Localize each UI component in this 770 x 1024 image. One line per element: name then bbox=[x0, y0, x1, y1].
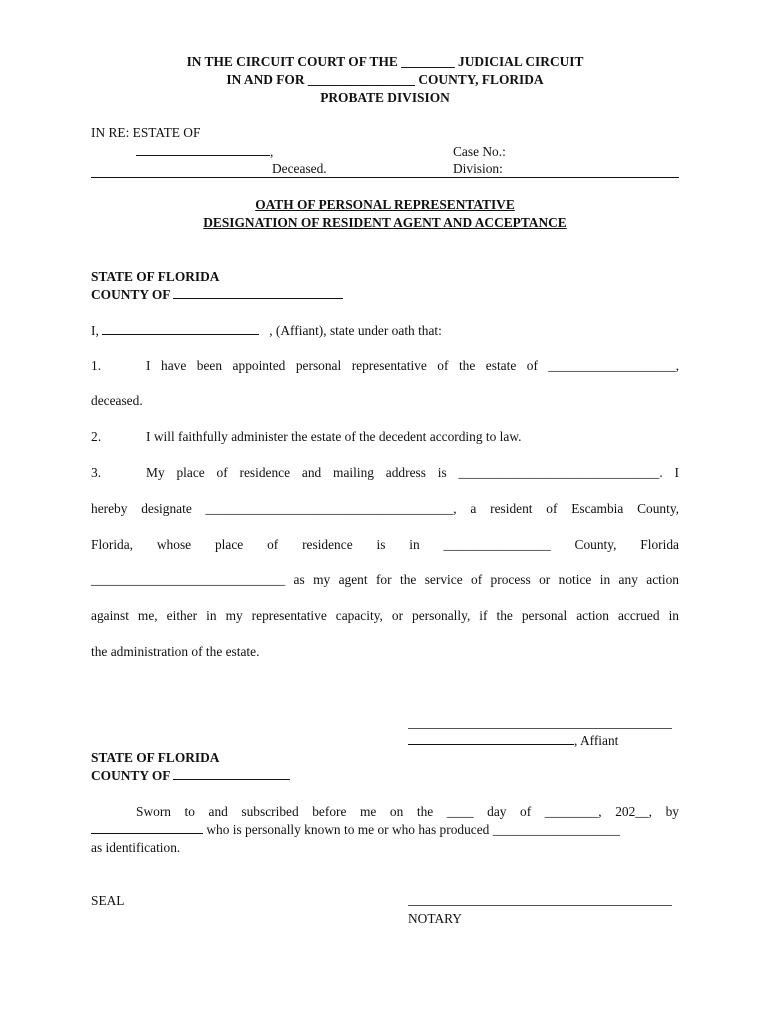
jurat-line2 bbox=[91, 821, 620, 838]
item-2-text: I will faithfully administer the estate of the decedent according to law. bbox=[146, 429, 522, 444]
jurat-line1 bbox=[91, 803, 679, 820]
decedent-name-blank bbox=[136, 143, 273, 160]
notary-venue-county-label: COUNTY OF bbox=[91, 768, 170, 783]
item-1 bbox=[91, 357, 679, 374]
notary-venue-county-blank bbox=[173, 767, 290, 780]
seal-label: SEAL bbox=[91, 893, 125, 908]
item-3-line3: Florida, whose place of residence is in ________________ County, Florida bbox=[91, 537, 679, 552]
item-3-line2: hereby designate _____________________________________, a resident of Escambia County, bbox=[91, 501, 679, 516]
item-3-text: My place of residence and mailing address is ______________________________. I bbox=[146, 465, 679, 480]
item-1-number: 1. bbox=[91, 358, 102, 373]
affiant-label: , Affiant bbox=[574, 733, 619, 748]
case-number-label: Case No.: bbox=[453, 144, 506, 159]
notary-venue-county bbox=[91, 767, 290, 784]
court-header-division: PROBATE DIVISION bbox=[320, 90, 450, 105]
decedent-name-line bbox=[136, 143, 270, 156]
document-title-line1: OATH OF PERSONAL REPRESENTATIVE bbox=[255, 197, 515, 212]
court-header-line2: IN AND FOR ________________ COUNTY, FLORIDA bbox=[226, 72, 544, 87]
affiant-name-blank bbox=[102, 322, 259, 335]
venue-state: STATE OF FLORIDA bbox=[91, 269, 220, 284]
item-1-continued: deceased. bbox=[91, 393, 143, 408]
deceased-label: Deceased. bbox=[272, 161, 327, 176]
jurat-text-1: Sworn to and subscribed before me on the ____ day of ________, 202__, by bbox=[136, 804, 679, 819]
affiant-intro bbox=[91, 322, 442, 339]
affiant-signature bbox=[408, 732, 618, 749]
affiant-signature-line bbox=[408, 728, 672, 729]
notary-label: NOTARY bbox=[408, 911, 462, 926]
court-header-line1: IN THE CIRCUIT COURT OF THE ________ JUDICIAL CIRCUIT bbox=[186, 54, 584, 69]
in-re-estate: IN RE: ESTATE OF bbox=[91, 125, 201, 140]
document-title-line2: DESIGNATION OF RESIDENT AGENT AND ACCEPTANCE bbox=[203, 215, 567, 230]
affiant-printed-name-blank bbox=[408, 732, 574, 745]
division-label: Division: bbox=[453, 161, 503, 176]
affiant-intro-rest: , (Affiant), state under oath that: bbox=[269, 323, 442, 338]
item-3-number: 3. bbox=[91, 465, 102, 480]
jurat-text-2: who is personally known to me or who has produced ___________________ bbox=[206, 822, 620, 837]
affiant-i: I, bbox=[91, 323, 99, 338]
item-2 bbox=[91, 428, 521, 445]
item-3-line4: _____________________________ as my agent for the service of process or notice in any action bbox=[91, 572, 679, 587]
venue-county-blank bbox=[173, 286, 343, 299]
jurat-line3: as identification. bbox=[91, 840, 181, 855]
item-1-text: I have been appointed personal representative of the estate of ___________________, bbox=[146, 358, 679, 373]
sworn-by-name-blank bbox=[91, 821, 203, 834]
venue-county-label: COUNTY OF bbox=[91, 287, 170, 302]
notary-signature-line bbox=[408, 905, 672, 906]
decedent-comma: , bbox=[270, 144, 274, 159]
caption-divider bbox=[91, 177, 679, 178]
item-3-line6: the administration of the estate. bbox=[91, 644, 260, 659]
item-3-line5: against me, either in my representative capacity, or personally, if the personal action accrued in bbox=[91, 608, 679, 623]
item-3 bbox=[91, 464, 679, 481]
notary-venue-state: STATE OF FLORIDA bbox=[91, 750, 220, 765]
venue-county bbox=[91, 286, 343, 303]
item-2-number: 2. bbox=[91, 429, 102, 444]
